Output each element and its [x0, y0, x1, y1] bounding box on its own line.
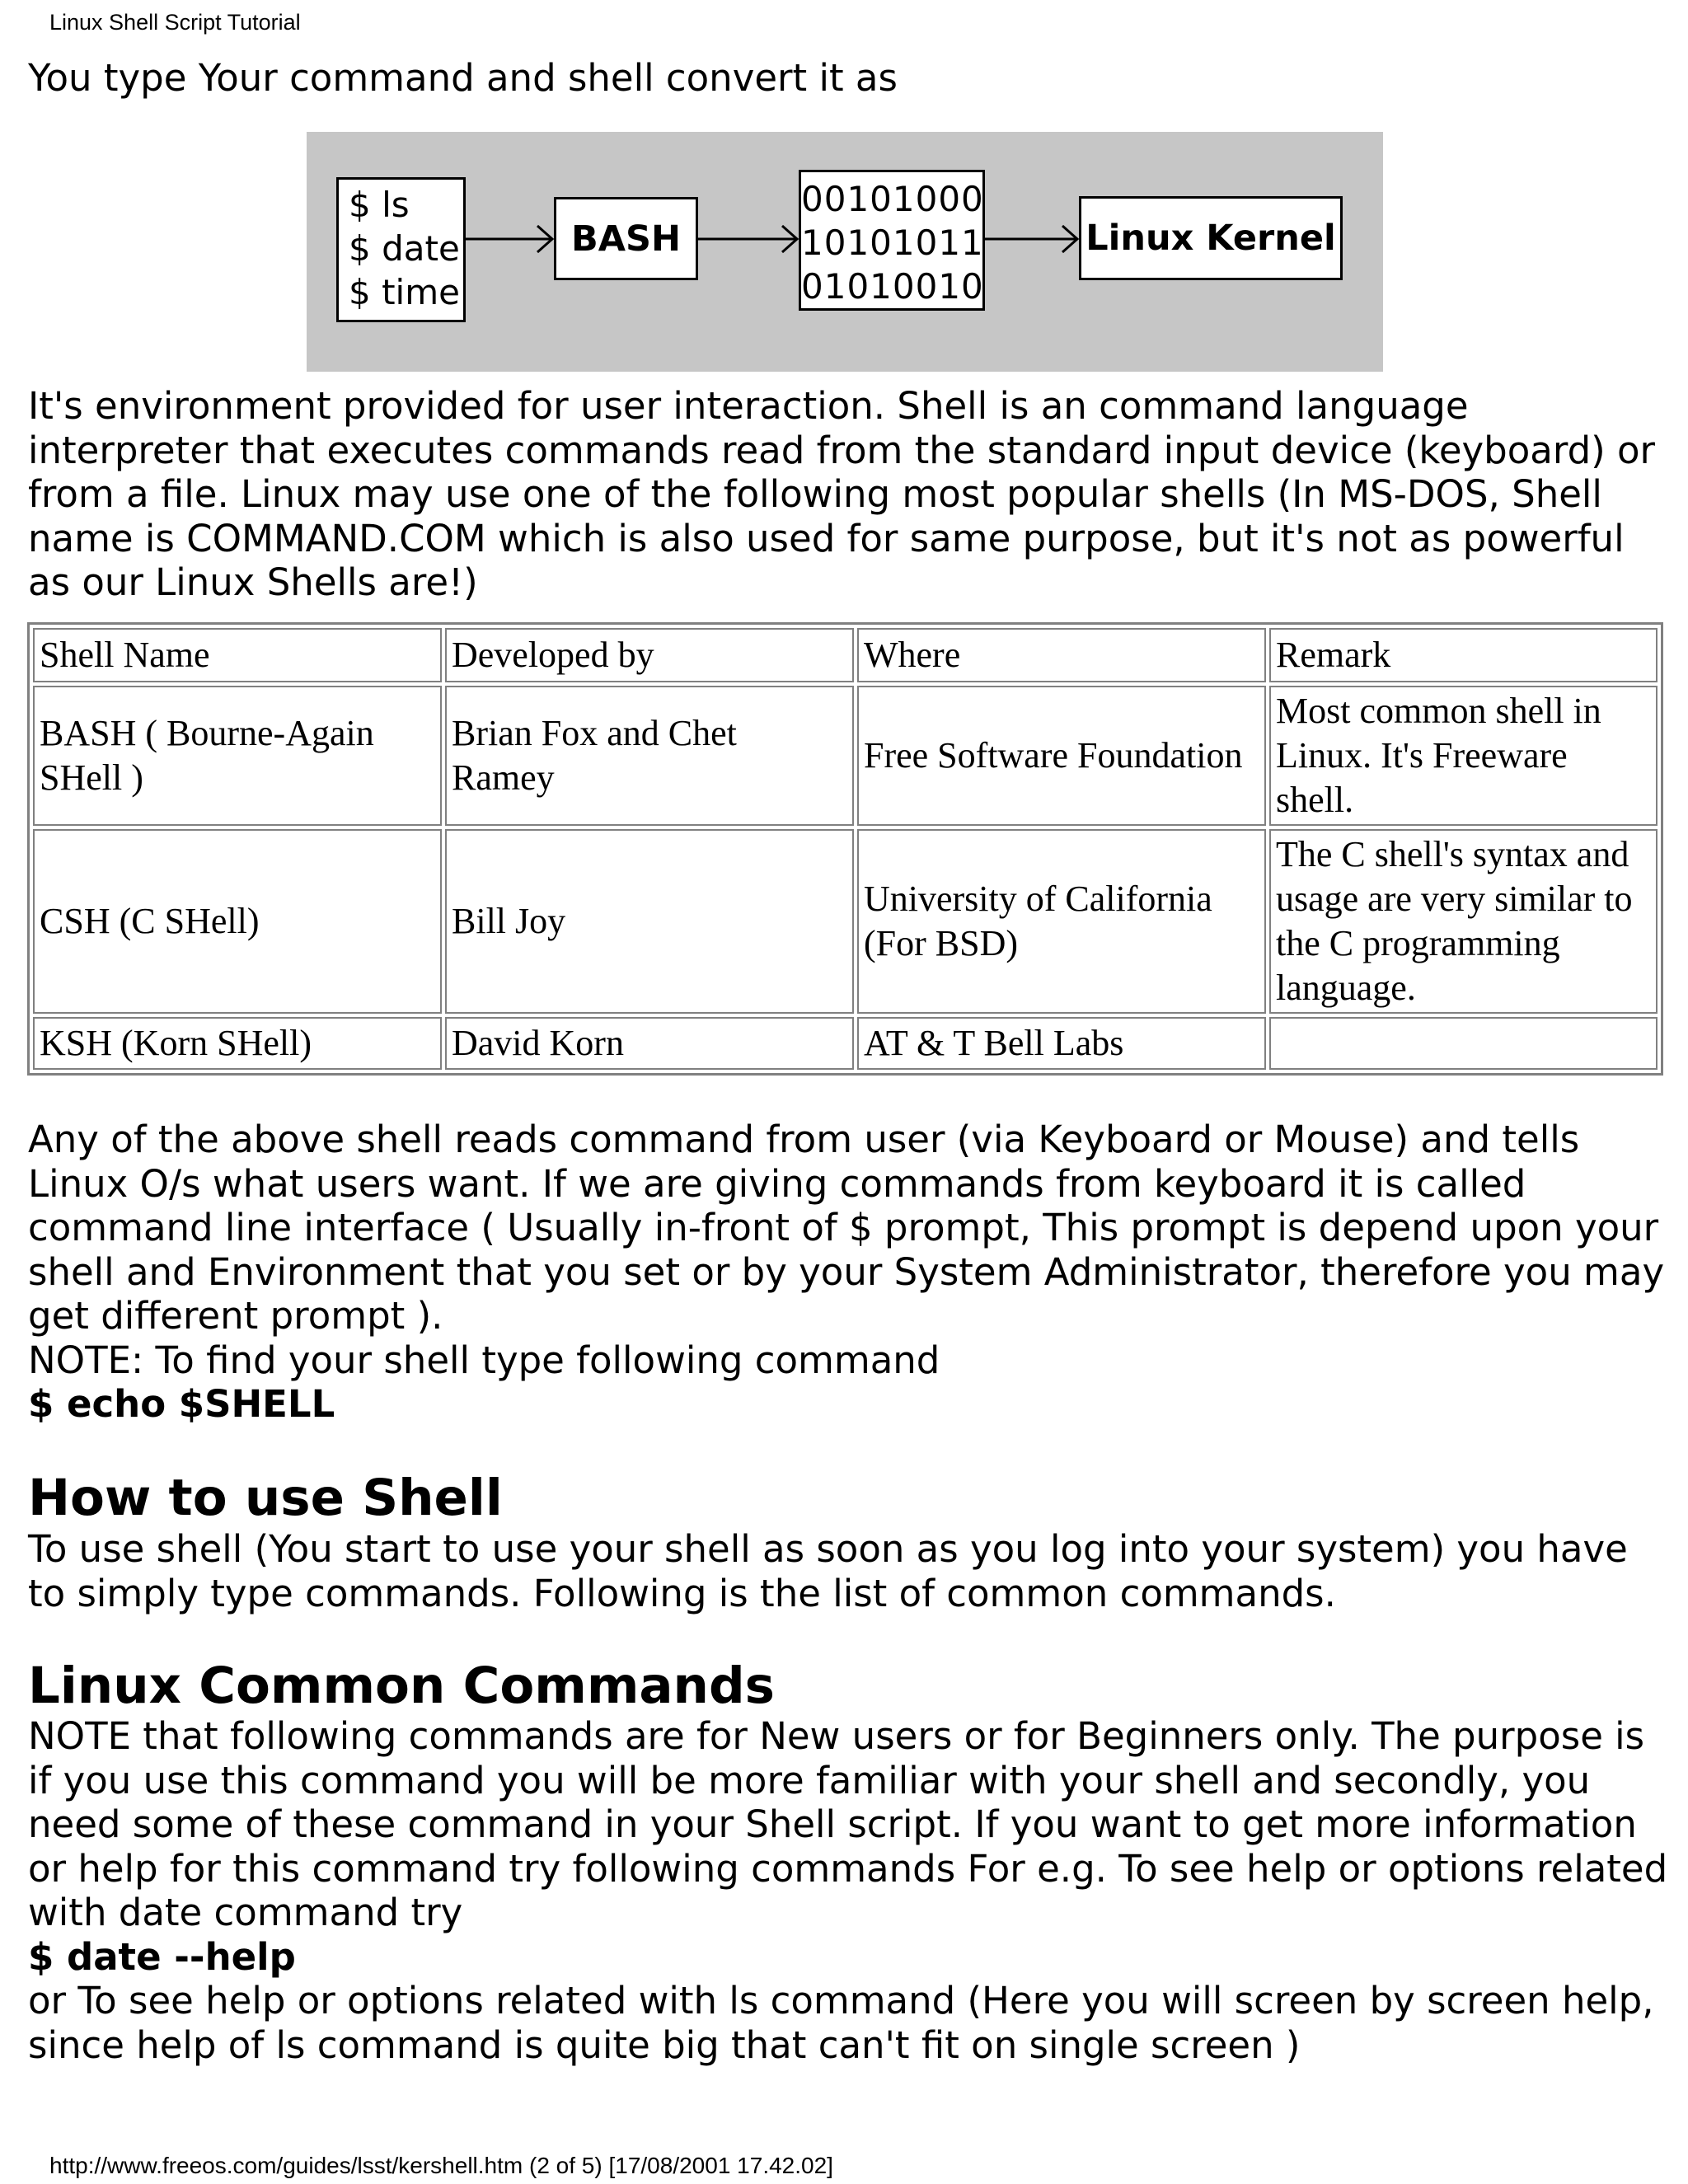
table-header-cell: Developed by: [445, 628, 854, 682]
commands-box: [336, 177, 466, 322]
table-cell: Most common shell in Linux. It's Freeware shell.: [1269, 686, 1658, 826]
table-row: [33, 686, 1658, 826]
table-cell: Brian Fox and Chet Ramey: [445, 686, 854, 826]
how-to-use-heading: How to use Shell: [28, 1469, 503, 1527]
table-cell: KSH (Korn SHell): [33, 1017, 442, 1070]
table-header-cell: Where: [857, 628, 1266, 682]
table-row: [33, 829, 1658, 1014]
shell-usage-block: [28, 1118, 1668, 1427]
page-footer: http://www.freeos.com/guides/lsst/kershell.htm (2 of 5) [17/08/2001 17.42.02]: [49, 2153, 833, 2178]
how-to-use-text: To use shell (You start to use your shell as soon as you log into your system) you have to simply type commands. Following is the list of common commands.: [28, 1527, 1628, 1615]
table-row: [33, 1017, 1658, 1070]
note-line: NOTE: To find your shell type following command: [28, 1338, 940, 1382]
table-cell: CSH (C SHell): [33, 829, 442, 1014]
echo-shell-command: $ echo $SHELL: [28, 1382, 335, 1426]
binary-line: 10101011: [801, 223, 984, 263]
binary-box: [799, 170, 985, 311]
shells-table: [27, 622, 1663, 1076]
ls-help-text: or To see help or options related with ls command (Here you will screen by screen help, since help of ls command is quite big that can't fit on single screen ): [28, 1979, 1654, 2067]
table-header-cell: Remark: [1269, 628, 1658, 682]
bash-box: [554, 197, 698, 280]
date-help-command: $ date --help: [28, 1934, 296, 1979]
table-cell: [1269, 1017, 1658, 1070]
shell-flow-diagram: [307, 132, 1383, 372]
table-cell: David Korn: [445, 1017, 854, 1070]
binary-line: 00101000: [801, 179, 984, 219]
binary-line: 01010010: [801, 266, 984, 307]
table-cell: The C shell's syntax and usage are very similar to the C programming language.: [1269, 829, 1658, 1014]
kernel-box: [1079, 196, 1343, 280]
common-commands-text: NOTE that following commands are for New users or for Beginners only. The purpose is if you use this command you will be more familiar with your shell and secondly, you need some of these command in your Shell script. If you want to get more information or help for this command try following commands For e.g. To see help or options related with date command try: [28, 1714, 1668, 1934]
command-time: $ time: [349, 272, 460, 312]
kernel-label: Linux Kernel: [1085, 218, 1336, 259]
table-header-cell: Shell Name: [33, 628, 442, 682]
common-commands-heading: Linux Common Commands: [28, 1657, 775, 1715]
shell-description: It's environment provided for user interaction. Shell is an command language interpreter that executes commands read from the standard input device (keyboard) or from a file. Linux may use one of the following most popular shells (In MS-DOS, Shell name is COMMAND.COM which is also used for same purpose, but it's not as powerful as our Linux Shells are!): [28, 384, 1656, 604]
bash-label: BASH: [570, 218, 681, 260]
table-cell: University of California (For BSD): [857, 829, 1266, 1014]
shell-usage-paragraph: Any of the above shell reads command from user (via Keyboard or Mouse) and tells Linux O/s what users want. If we are giving commands from keyboard it is called command line interface ( Usually in-front of $ prompt, This prompt is depend upon your shell and Environment that you set or by your System Administrator, therefore you may get different prompt ).: [28, 1118, 1665, 1338]
command-date: $ date: [349, 228, 460, 269]
table-cell: AT & T Bell Labs: [857, 1017, 1266, 1070]
intro-line: You type Your command and shell convert it as: [28, 56, 898, 100]
table-cell: Free Software Foundation: [857, 686, 1266, 826]
table-header-row: [33, 628, 1658, 682]
table-cell: Bill Joy: [445, 829, 854, 1014]
running-header: Linux Shell Script Tutorial: [49, 10, 301, 35]
common-commands-block: [28, 1714, 1668, 2067]
command-ls: $ ls: [349, 185, 410, 225]
table-cell: BASH ( Bourne-Again SHell ): [33, 686, 442, 826]
